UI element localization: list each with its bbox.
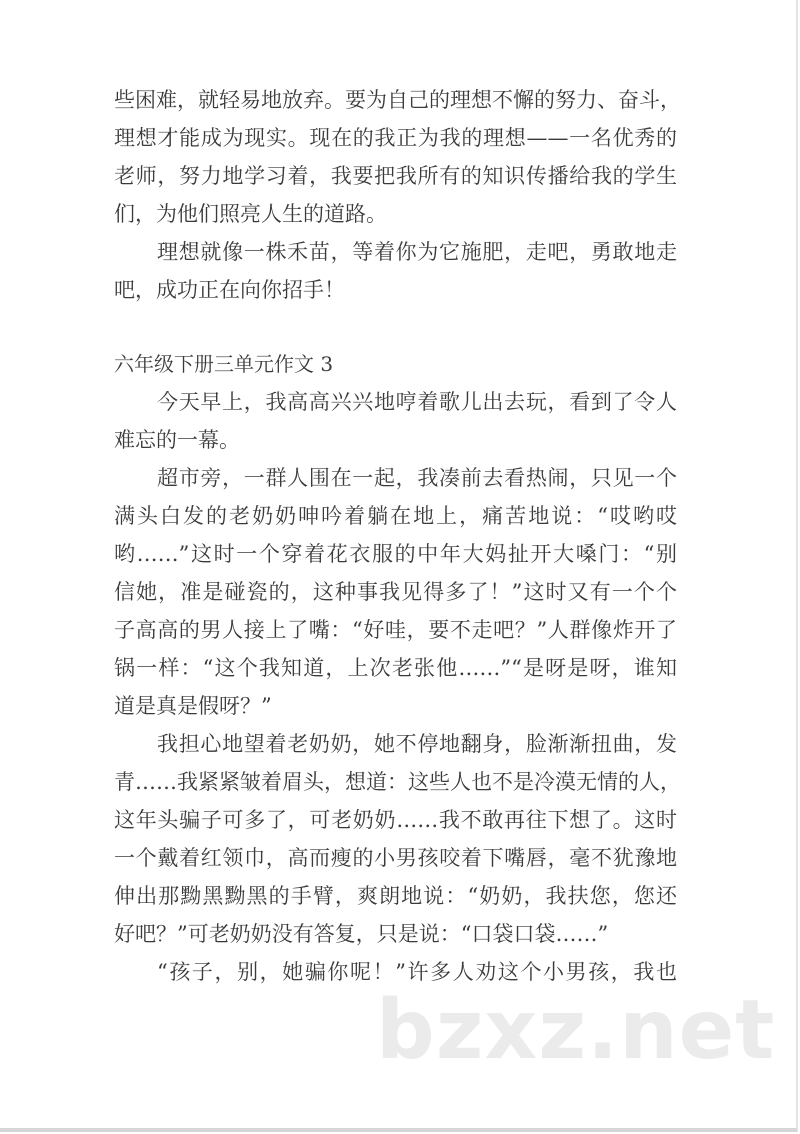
- text-line: 青……我紧紧皱着眉头，想道：这些人也不是冷漠无情的人，: [114, 770, 681, 794]
- text-line: 今天早上，我高高兴兴地哼着歌儿出去玩，看到了令人: [157, 390, 677, 414]
- text-line: 子高高的男人接上了嘴：“好哇，要不走吧？”人群像炸开了: [114, 618, 677, 642]
- text-line: 理想就像一株禾苗，等着你为它施肥，走吧，勇敢地走: [157, 240, 677, 264]
- text-line: 我担心地望着老奶奶，她不停地翻身，脸渐渐扭曲，发: [157, 732, 677, 756]
- text-line: 些困难，就轻易地放弃。要为自己的理想不懈的努力、奋斗，: [114, 88, 681, 112]
- watermark: bzxz.net: [376, 983, 776, 1078]
- text-line: 伸出那黝黑黝黑的手臂，爽朗地说：“奶奶，我扶您，您还: [114, 884, 677, 908]
- text-line: 老师，努力地学习着，我要把我所有的知识传播给我的学生: [114, 164, 677, 188]
- text-line: 信她，准是碰瓷的，这种事我见得多了！”这时又有一个个: [114, 580, 677, 604]
- text-line: 道是真是假呀？”: [114, 694, 272, 718]
- paragraph-group-a: [114, 81, 681, 309]
- text-line: 好吧？”可老奶奶没有答复，只是说：“口袋口袋……”: [114, 922, 609, 946]
- section-gap: [114, 309, 677, 345]
- text-line: “孩子，别，她骗你呢！”许多人劝这个小男孩，我也: [157, 960, 677, 984]
- text-line: 这年头骗子可多了，可老奶奶……我不敢再往下想了。这时: [114, 808, 677, 832]
- text-line: 满头白发的老奶奶呻吟着躺在地上，痛苦地说：“哎哟哎: [114, 504, 677, 528]
- text-line: 理想才能成为现实。现在的我正为我的理想——一名优秀的: [114, 126, 677, 150]
- text-line: 一个戴着红领巾，高而瘦的小男孩咬着下嘴唇，毫不犹豫地: [114, 846, 677, 870]
- document-body: [114, 81, 681, 991]
- text-line: 哟……”这时一个穿着花衣服的中年大妈扯开大嗓门：“别: [114, 542, 677, 566]
- section-title: 六年级下册三单元作文 3: [114, 352, 334, 376]
- text-line: 超市旁，一群人围在一起，我凑前去看热闹，只见一个: [157, 466, 677, 490]
- text-line: 难忘的一幕。: [114, 428, 240, 452]
- text-line: 锅一样：“这个我知道，上次老张他……”“是呀是呀，谁知: [114, 656, 677, 680]
- text-line: 们，为他们照亮人生的道路。: [114, 202, 387, 226]
- paragraph-group-b: [114, 383, 681, 991]
- text-line: 吧，成功正在向你招手！: [114, 278, 345, 302]
